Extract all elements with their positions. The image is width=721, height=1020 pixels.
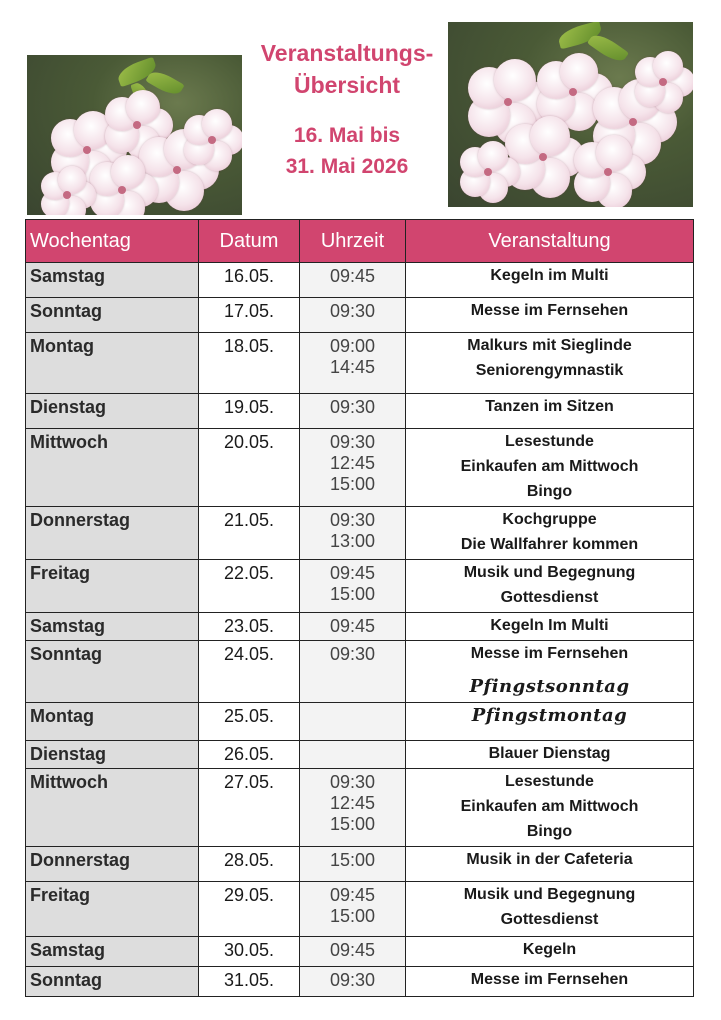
event-cell	[406, 769, 694, 847]
time-cell	[300, 641, 406, 703]
weekday-cell: Montag	[26, 703, 199, 741]
time-value: 09:30	[329, 397, 376, 417]
table-row	[26, 769, 694, 847]
event-cell	[406, 641, 694, 703]
flower-center	[118, 186, 126, 194]
table-row	[26, 967, 694, 997]
event-cell	[406, 937, 694, 967]
time-value: 15:00	[329, 906, 376, 926]
time-cell	[300, 333, 406, 394]
time-cell	[300, 507, 406, 560]
time-value: 09:45	[329, 563, 376, 583]
date-cell: 22.05.	[199, 560, 300, 613]
time-cell	[300, 560, 406, 613]
weekday-cell: Donnerstag	[26, 847, 199, 882]
time-value: 09:00	[329, 336, 376, 356]
event-name: Kegeln	[522, 941, 577, 958]
weekday-cell: Freitag	[26, 560, 199, 613]
event-cell	[406, 394, 694, 429]
event-name: Gottesdienst	[500, 911, 599, 928]
event-name: Lesestunde	[505, 773, 594, 790]
event-name: Blauer Dienstag	[488, 745, 611, 762]
time-value: 09:30	[329, 970, 376, 990]
weekday-cell: Sonntag	[26, 967, 199, 997]
petal-shape	[596, 135, 632, 171]
flower-center	[133, 121, 141, 129]
time-value: 09:30	[329, 644, 376, 664]
date-cell: 17.05.	[199, 298, 300, 333]
table-body	[26, 263, 694, 997]
flower-center	[63, 191, 71, 199]
table-row	[26, 560, 694, 613]
event-name: Die Wallfahrer kommen	[460, 536, 639, 553]
event-name: Einkaufen am Mittwoch	[460, 458, 639, 475]
time-value: 09:30	[329, 510, 376, 530]
weekday-cell: Donnerstag	[26, 507, 199, 560]
event-name: Kegeln im Multi	[490, 267, 609, 284]
spacer	[410, 666, 689, 674]
weekday-cell: Sonntag	[26, 298, 199, 333]
table-row	[26, 429, 694, 507]
date-cell: 31.05.	[199, 967, 300, 997]
flower-center	[539, 153, 547, 161]
page-title-line1: Veranstaltungs-	[260, 40, 434, 66]
event-name: Bingo	[526, 483, 573, 500]
flower-center	[569, 88, 577, 96]
table-header-row	[26, 220, 694, 263]
event-cell	[406, 333, 694, 394]
table-row	[26, 937, 694, 967]
time-value: 12:45	[329, 453, 376, 473]
event-name: Kochgruppe	[502, 511, 597, 528]
weekday-cell: Samstag	[26, 263, 199, 298]
time-value: 09:45	[329, 266, 376, 286]
date-cell: 28.05.	[199, 847, 300, 882]
event-name: Tanzen im Sitzen	[485, 398, 614, 415]
petal-shape	[494, 59, 536, 101]
time-value: 15:00	[329, 814, 376, 834]
event-name: Musik in der Cafeteria	[466, 851, 633, 868]
date-cell: 25.05.	[199, 703, 300, 741]
date-cell: 21.05.	[199, 507, 300, 560]
time-cell	[300, 429, 406, 507]
petal-shape	[58, 166, 86, 194]
weekday-cell: Montag	[26, 333, 199, 394]
time-cell	[300, 847, 406, 882]
flower-center	[208, 136, 216, 144]
time-value: 15:00	[329, 584, 376, 604]
table-row	[26, 333, 694, 394]
time-cell	[300, 937, 406, 967]
time-value: 09:45	[329, 616, 376, 636]
event-cell	[406, 507, 694, 560]
weekday-cell: Mittwoch	[26, 769, 199, 847]
time-value: 09:45	[329, 940, 376, 960]
time-value: 13:00	[329, 531, 376, 551]
flower-center	[504, 98, 512, 106]
table-row	[26, 847, 694, 882]
date-cell: 20.05.	[199, 429, 300, 507]
date-cell: 23.05.	[199, 613, 300, 641]
event-cell	[406, 703, 694, 741]
date-cell: 26.05.	[199, 741, 300, 769]
event-name: Musik und Begegnung	[463, 886, 636, 903]
petal-shape	[126, 90, 160, 124]
event-schedule-table	[25, 219, 694, 997]
event-name: Bingo	[526, 823, 573, 840]
time-value: 12:45	[329, 793, 376, 813]
event-cell	[406, 560, 694, 613]
flower-center	[83, 146, 91, 154]
time-value: 09:30	[329, 432, 376, 452]
date-cell: 16.05.	[199, 263, 300, 298]
time-cell	[300, 967, 406, 997]
time-cell	[300, 394, 406, 429]
weekday-cell: Sonntag	[26, 641, 199, 703]
weekday-cell: Samstag	[26, 937, 199, 967]
cherry-blossom-photo-right	[448, 22, 693, 207]
event-cell	[406, 967, 694, 997]
petal-shape	[530, 116, 570, 156]
event-cell	[406, 429, 694, 507]
date-cell: 30.05.	[199, 937, 300, 967]
weekday-cell: Freitag	[26, 882, 199, 937]
time-value: 09:30	[329, 301, 376, 321]
time-cell	[300, 882, 406, 937]
time-cell	[300, 298, 406, 333]
event-name: Lesestunde	[505, 433, 594, 450]
event-cell	[406, 613, 694, 641]
flower-center	[173, 166, 181, 174]
time-value: 09:30	[329, 772, 376, 792]
page-title-line2: Übersicht	[293, 72, 401, 98]
event-cell	[406, 882, 694, 937]
table-row	[26, 263, 694, 298]
date-range-line2: 31. Mai 2026	[285, 155, 409, 178]
date-cell: 18.05.	[199, 333, 300, 394]
column-header-weekday: Wochentag	[26, 220, 199, 263]
flower-center	[604, 168, 612, 176]
time-value: 09:45	[329, 885, 376, 905]
time-cell	[300, 613, 406, 641]
time-value: 15:00	[329, 474, 376, 494]
event-cell	[406, 741, 694, 769]
time-cell	[300, 263, 406, 298]
petal-shape	[111, 155, 145, 189]
table-row	[26, 613, 694, 641]
table-row	[26, 394, 694, 429]
date-cell: 24.05.	[199, 641, 300, 703]
time-value: 14:45	[329, 357, 376, 377]
event-name: Gottesdienst	[500, 589, 599, 606]
weekday-cell: Dienstag	[26, 394, 199, 429]
flower-center	[629, 118, 637, 126]
event-name: Kegeln Im Multi	[490, 617, 609, 634]
table-row	[26, 641, 694, 703]
table-row	[26, 882, 694, 937]
event-name: Messe im Fernsehen	[470, 645, 629, 662]
event-name: Einkaufen am Mittwoch	[460, 798, 639, 815]
weekday-cell: Dienstag	[26, 741, 199, 769]
table-row	[26, 741, 694, 769]
date-range-line1: 16. Mai bis	[293, 124, 401, 147]
table-row	[26, 298, 694, 333]
event-cell	[406, 263, 694, 298]
table-row	[26, 703, 694, 741]
date-cell: 29.05.	[199, 882, 300, 937]
weekday-cell: Mittwoch	[26, 429, 199, 507]
event-name: Malkurs mit Sieglinde	[467, 337, 632, 354]
holiday-label: Pfingstmontag	[471, 705, 628, 726]
event-name: Seniorengymnastik	[475, 362, 624, 379]
date-cell: 19.05.	[199, 394, 300, 429]
column-header-time: Uhrzeit	[300, 220, 406, 263]
table-row	[26, 507, 694, 560]
time-cell	[300, 703, 406, 741]
column-header-date: Datum	[199, 220, 300, 263]
cherry-blossom-photo-left	[27, 55, 242, 215]
holiday-label: Pfingstsonntag	[469, 676, 630, 697]
event-name: Messe im Fernsehen	[470, 971, 629, 988]
time-cell	[300, 741, 406, 769]
time-value: 15:00	[329, 850, 376, 870]
event-cell	[406, 298, 694, 333]
event-name: Musik und Begegnung	[463, 564, 636, 581]
time-cell	[300, 769, 406, 847]
date-cell: 27.05.	[199, 769, 300, 847]
event-cell	[406, 847, 694, 882]
column-header-event: Veranstaltung	[406, 220, 694, 263]
flower-center	[484, 168, 492, 176]
weekday-cell: Samstag	[26, 613, 199, 641]
flower-center	[659, 78, 667, 86]
event-name: Messe im Fernsehen	[470, 302, 629, 319]
